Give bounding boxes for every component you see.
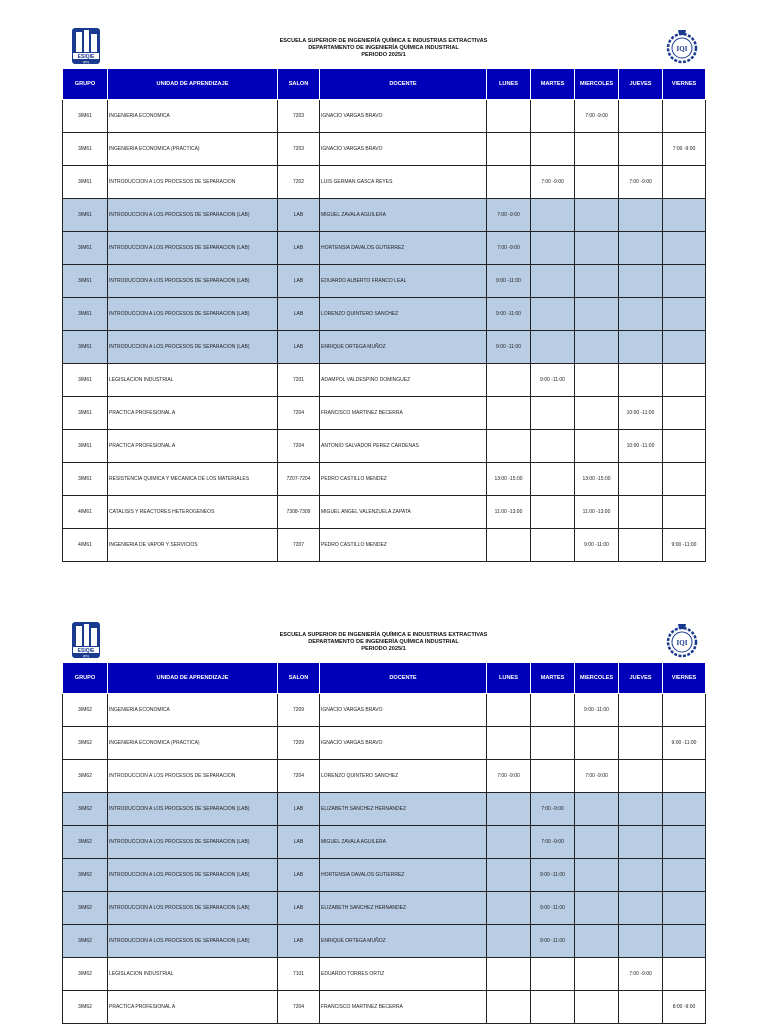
unidad-cell: RESISTENCIA QUIMICA Y MECANICA DE LOS MATERIALES	[108, 463, 278, 496]
unidad-cell: INGENIERIA ECONOMICA (PRACTICA)	[108, 727, 278, 760]
martes-cell	[531, 496, 575, 529]
salon-cell: 7209	[278, 694, 320, 727]
lunes-cell	[487, 892, 531, 925]
lunes-cell: 7:00 -9:00	[487, 199, 531, 232]
grupo-cell: 3IM62	[63, 991, 108, 1024]
miercoles-cell	[575, 133, 619, 166]
lunes-cell	[487, 133, 531, 166]
martes-cell: 9:00 -11:00	[531, 925, 575, 958]
docente-cell: MIGUEL ZAVALA AGUILERA	[320, 199, 487, 232]
salon-cell: 7204	[278, 430, 320, 463]
salon-cell: 7204	[278, 991, 320, 1024]
salon-cell: 7209	[278, 727, 320, 760]
martes-cell	[531, 463, 575, 496]
miercoles-cell	[575, 199, 619, 232]
svg-text:ESIQIE: ESIQIE	[77, 54, 95, 60]
title-line-3: PERIODO 2025/1	[361, 52, 406, 58]
svg-text:IPN: IPN	[83, 60, 89, 65]
lunes-cell	[487, 529, 531, 562]
viernes-cell	[663, 793, 706, 826]
column-header-viernes: VIERNES	[663, 69, 706, 100]
lunes-cell	[487, 958, 531, 991]
grupo-cell: 3IM61	[63, 397, 108, 430]
table-row	[63, 100, 706, 133]
martes-cell	[531, 133, 575, 166]
schedule-section-2	[62, 620, 705, 1024]
jueves-cell	[619, 199, 663, 232]
jueves-cell	[619, 925, 663, 958]
salon-cell: LAB	[278, 925, 320, 958]
docente-cell: MIGUEL ZAVALA AGUILERA	[320, 826, 487, 859]
martes-cell	[531, 232, 575, 265]
unidad-cell: INTRODUCCION A LOS PROCESOS DE SEPARACION (LAB)	[108, 892, 278, 925]
jueves-cell	[619, 364, 663, 397]
docente-cell: HORTENSIA DAVALOS GUTIERREZ	[320, 232, 487, 265]
grupo-cell: 3IM61	[63, 232, 108, 265]
salon-cell: LAB	[278, 793, 320, 826]
grupo-cell: 4IM61	[63, 529, 108, 562]
jueves-cell	[619, 859, 663, 892]
table-row	[63, 166, 706, 199]
table-row	[63, 232, 706, 265]
table-body	[63, 100, 706, 562]
jueves-cell	[619, 331, 663, 364]
grupo-cell: 3IM62	[63, 859, 108, 892]
miercoles-cell	[575, 859, 619, 892]
docente-cell: PEDRO CASTILLO MENDEZ	[320, 463, 487, 496]
viernes-cell	[663, 892, 706, 925]
martes-cell	[531, 958, 575, 991]
table-row	[63, 760, 706, 793]
lunes-cell: 9:00 -11:00	[487, 265, 531, 298]
lunes-cell	[487, 694, 531, 727]
miercoles-cell	[575, 166, 619, 199]
column-header-docente: DOCENTE	[320, 69, 487, 100]
unidad-cell: INGENIERIA ECONOMICA	[108, 100, 278, 133]
table-row	[63, 793, 706, 826]
table-header-row	[63, 69, 706, 100]
unidad-cell: INTRODUCCION A LOS PROCESOS DE SEPARACION (LAB)	[108, 826, 278, 859]
lunes-cell	[487, 826, 531, 859]
docente-cell: MIGUEL ANGEL VALENZUELA ZAPATA	[320, 496, 487, 529]
salon-cell: LAB	[278, 199, 320, 232]
table-row	[63, 331, 706, 364]
grupo-cell: 3IM61	[63, 133, 108, 166]
column-header-lunes: LUNES	[487, 663, 531, 694]
miercoles-cell	[575, 991, 619, 1024]
lunes-cell: 13:00 -15:00	[487, 463, 531, 496]
martes-cell	[531, 991, 575, 1024]
document-header	[62, 620, 705, 662]
jueves-cell: 7:00 -9:00	[619, 166, 663, 199]
martes-cell	[531, 199, 575, 232]
jueves-cell: 7:00 -9:00	[619, 958, 663, 991]
docente-cell: EDUARDO TORRES ORTIZ	[320, 958, 487, 991]
salon-cell: 7207-7204	[278, 463, 320, 496]
jueves-cell	[619, 529, 663, 562]
docente-cell: FRANCISCO MARTINEZ BECERRA	[320, 991, 487, 1024]
salon-cell: 7101	[278, 958, 320, 991]
grupo-cell: 3IM62	[63, 826, 108, 859]
unidad-cell: INGENIERIA DE VAPOR Y SERVICIOS	[108, 529, 278, 562]
viernes-cell	[663, 859, 706, 892]
column-header-lunes: LUNES	[487, 69, 531, 100]
viernes-cell	[663, 232, 706, 265]
lunes-cell: 9:00 -11:00	[487, 331, 531, 364]
grupo-cell: 3IM62	[63, 694, 108, 727]
lunes-cell	[487, 925, 531, 958]
table-row	[63, 496, 706, 529]
unidad-cell: INTRODUCCION A LOS PROCESOS DE SEPARACION (LAB)	[108, 793, 278, 826]
table-row	[63, 133, 706, 166]
docente-cell: EDUARDO ALBERTO FRANCO LEAL	[320, 265, 487, 298]
schedule-table	[62, 662, 706, 1024]
miercoles-cell	[575, 265, 619, 298]
martes-cell	[531, 331, 575, 364]
martes-cell	[531, 397, 575, 430]
viernes-cell	[663, 496, 706, 529]
miercoles-cell	[575, 958, 619, 991]
unidad-cell: INTRODUCCION A LOS PROCESOS DE SEPARACION (LAB)	[108, 232, 278, 265]
table-row	[63, 727, 706, 760]
lunes-cell: 11:00 -13:00	[487, 496, 531, 529]
esiqie-logo-icon	[70, 26, 102, 66]
column-header-grupo: GRUPO	[63, 663, 108, 694]
grupo-cell: 3IM61	[63, 463, 108, 496]
salon-cell: 7204	[278, 397, 320, 430]
lunes-cell	[487, 859, 531, 892]
column-header-miercoles: MIERCOLES	[575, 69, 619, 100]
unidad-cell: CATALISIS Y REACTORES HETEROGENEOS	[108, 496, 278, 529]
docente-cell: LORENZO QUINTERO SANCHEZ	[320, 760, 487, 793]
unidad-cell: INTRODUCCION A LOS PROCESOS DE SEPARACION (LAB)	[108, 265, 278, 298]
viernes-cell	[663, 298, 706, 331]
salon-cell: 7204	[278, 760, 320, 793]
title-line-2: DEPARTAMENTO DE INGENIERÍA QUÍMICA INDUSTRIAL	[308, 639, 459, 645]
viernes-cell	[663, 166, 706, 199]
lunes-cell	[487, 727, 531, 760]
viernes-cell	[663, 958, 706, 991]
grupo-cell: 3IM62	[63, 760, 108, 793]
jueves-cell	[619, 100, 663, 133]
grupo-cell: 3IM61	[63, 166, 108, 199]
martes-cell	[531, 727, 575, 760]
martes-cell	[531, 760, 575, 793]
table-row	[63, 298, 706, 331]
grupo-cell: 3IM62	[63, 793, 108, 826]
martes-cell: 9:00 -11:00	[531, 859, 575, 892]
jueves-cell	[619, 760, 663, 793]
grupo-cell: 3IM61	[63, 100, 108, 133]
table-body	[63, 694, 706, 1024]
title-line-1: ESCUELA SUPERIOR DE INGENIERÍA QUÍMICA E INDUSTRIAS EXTRACTIVAS	[279, 632, 488, 638]
svg-text:IQI: IQI	[676, 45, 688, 53]
unidad-cell: INTRODUCCION A LOS PROCESOS DE SEPARACION (LAB)	[108, 859, 278, 892]
column-header-unidad-de-aprendizaje: UNIDAD DE APRENDIZAJE	[108, 69, 278, 100]
jueves-cell: 10:00 -11:00	[619, 430, 663, 463]
title-line-2: DEPARTAMENTO DE INGENIERÍA QUÍMICA INDUSTRIAL	[308, 45, 459, 51]
jueves-cell	[619, 694, 663, 727]
jueves-cell: 10:00 -11:00	[619, 397, 663, 430]
document-title	[182, 632, 585, 653]
miercoles-cell	[575, 232, 619, 265]
column-header-salon: SALON	[278, 663, 320, 694]
grupo-cell: 3IM61	[63, 430, 108, 463]
docente-cell: ADAMPOL VALDESPINO DOMINGUEZ	[320, 364, 487, 397]
miercoles-cell	[575, 364, 619, 397]
viernes-cell	[663, 364, 706, 397]
column-header-viernes: VIERNES	[663, 663, 706, 694]
salon-cell: 7308-7309	[278, 496, 320, 529]
jueves-cell	[619, 793, 663, 826]
salon-cell: 7203	[278, 133, 320, 166]
docente-cell: IGNACIO VARGAS BRAVO	[320, 694, 487, 727]
column-header-martes: MARTES	[531, 69, 575, 100]
jueves-cell	[619, 727, 663, 760]
viernes-cell	[663, 100, 706, 133]
martes-cell	[531, 100, 575, 133]
salon-cell: 7203	[278, 100, 320, 133]
lunes-cell	[487, 100, 531, 133]
table-header-row	[63, 663, 706, 694]
viernes-cell	[663, 925, 706, 958]
lunes-cell	[487, 364, 531, 397]
table-row	[63, 826, 706, 859]
docente-cell: LORENZO QUINTERO SANCHEZ	[320, 298, 487, 331]
unidad-cell: PRACTICA PROFESIONAL A	[108, 397, 278, 430]
docente-cell: LUIS GERMAN GASCA REYES	[320, 166, 487, 199]
lunes-cell: 7:00 -9:00	[487, 760, 531, 793]
docente-cell: ANTONIO SALVADOR PEREZ CARDENAS	[320, 430, 487, 463]
unidad-cell: PRACTICA PROFESIONAL A	[108, 430, 278, 463]
martes-cell	[531, 529, 575, 562]
miercoles-cell	[575, 826, 619, 859]
miercoles-cell: 7:00 -9:00	[575, 760, 619, 793]
docente-cell: HORTENSIA DAVALOS GUTIERREZ	[320, 859, 487, 892]
esiqie-logo-icon	[70, 620, 102, 660]
svg-text:IPN: IPN	[83, 654, 89, 659]
miercoles-cell	[575, 793, 619, 826]
unidad-cell: LEGISLACION INDUSTRIAL	[108, 364, 278, 397]
miercoles-cell	[575, 331, 619, 364]
martes-cell: 9:00 -11:00	[531, 364, 575, 397]
docente-cell: IGNACIO VARGAS BRAVO	[320, 133, 487, 166]
docente-cell: PEDRO CASTILLO MENDEZ	[320, 529, 487, 562]
grupo-cell: 3IM62	[63, 892, 108, 925]
grupo-cell: 3IM61	[63, 298, 108, 331]
table-row	[63, 463, 706, 496]
miercoles-cell	[575, 298, 619, 331]
unidad-cell: LEGISLACION INDUSTRIAL	[108, 958, 278, 991]
viernes-cell: 8:00 -9:00	[663, 991, 706, 1024]
jueves-cell	[619, 892, 663, 925]
jueves-cell	[619, 298, 663, 331]
viernes-cell	[663, 331, 706, 364]
viernes-cell	[663, 430, 706, 463]
table-row	[63, 364, 706, 397]
salon-cell: 7202	[278, 166, 320, 199]
table-row	[63, 529, 706, 562]
miercoles-cell	[575, 430, 619, 463]
title-line-3: PERIODO 2025/1	[361, 646, 406, 652]
docente-cell: ENRIQUE ORTEGA MUÑOZ	[320, 925, 487, 958]
salon-cell: LAB	[278, 232, 320, 265]
schedule-section-1	[62, 26, 705, 562]
table-row	[63, 430, 706, 463]
miercoles-cell	[575, 397, 619, 430]
svg-text:ESIQIE: ESIQIE	[77, 648, 95, 654]
grupo-cell: 3IM62	[63, 925, 108, 958]
schedule-table	[62, 68, 706, 562]
martes-cell	[531, 298, 575, 331]
viernes-cell	[663, 265, 706, 298]
table-row	[63, 265, 706, 298]
viernes-cell	[663, 694, 706, 727]
document-title	[182, 38, 585, 59]
document-header	[62, 26, 705, 68]
unidad-cell: INTRODUCCION A LOS PROCESOS DE SEPARACION (LAB)	[108, 298, 278, 331]
miercoles-cell: 13:00 -15:00	[575, 463, 619, 496]
viernes-cell: 9:00 -11:00	[663, 727, 706, 760]
salon-cell: LAB	[278, 265, 320, 298]
jueves-cell	[619, 265, 663, 298]
salon-cell: 7207	[278, 529, 320, 562]
jueves-cell	[619, 496, 663, 529]
martes-cell	[531, 265, 575, 298]
salon-cell: LAB	[278, 298, 320, 331]
jueves-cell	[619, 991, 663, 1024]
jueves-cell	[619, 826, 663, 859]
viernes-cell: 7:00 -9:00	[663, 133, 706, 166]
unidad-cell: INTRODUCCION A LOS PROCESOS DE SEPARACION (LAB)	[108, 331, 278, 364]
grupo-cell: 3IM61	[63, 331, 108, 364]
iqi-seal-icon	[665, 26, 699, 66]
lunes-cell: 9:00 -11:00	[487, 298, 531, 331]
table-row	[63, 892, 706, 925]
jueves-cell	[619, 463, 663, 496]
salon-cell: LAB	[278, 826, 320, 859]
title-line-1: ESCUELA SUPERIOR DE INGENIERÍA QUÍMICA E INDUSTRIAS EXTRACTIVAS	[279, 38, 488, 44]
table-row	[63, 859, 706, 892]
miercoles-cell	[575, 727, 619, 760]
column-header-jueves: JUEVES	[619, 663, 663, 694]
viernes-cell	[663, 760, 706, 793]
column-header-martes: MARTES	[531, 663, 575, 694]
miercoles-cell: 9:00 -11:00	[575, 529, 619, 562]
table-row	[63, 199, 706, 232]
docente-cell: FRANCISCO MARTINEZ BECERRA	[320, 397, 487, 430]
unidad-cell: INTRODUCCION A LOS PROCESOS DE SEPARACION (LAB)	[108, 199, 278, 232]
salon-cell: LAB	[278, 331, 320, 364]
table-row	[63, 925, 706, 958]
column-header-salon: SALON	[278, 69, 320, 100]
lunes-cell	[487, 430, 531, 463]
table-row	[63, 958, 706, 991]
grupo-cell: 3IM61	[63, 199, 108, 232]
martes-cell: 7:00 -9:00	[531, 166, 575, 199]
jueves-cell	[619, 232, 663, 265]
grupo-cell: 3IM61	[63, 364, 108, 397]
table-row	[63, 397, 706, 430]
grupo-cell: 3IM61	[63, 265, 108, 298]
miercoles-cell: 9:00 -11:00	[575, 694, 619, 727]
lunes-cell	[487, 793, 531, 826]
martes-cell	[531, 694, 575, 727]
viernes-cell	[663, 397, 706, 430]
martes-cell	[531, 430, 575, 463]
unidad-cell: INGENIERIA ECONOMICA	[108, 694, 278, 727]
docente-cell: IGNACIO VARGAS BRAVO	[320, 727, 487, 760]
viernes-cell	[663, 826, 706, 859]
unidad-cell: INTRODUCCION A LOS PROCESOS DE SEPARACION (LAB)	[108, 925, 278, 958]
miercoles-cell	[575, 925, 619, 958]
unidad-cell: INTRODUCCION A LOS PROCESOS DE SEPARACION	[108, 760, 278, 793]
salon-cell: LAB	[278, 892, 320, 925]
unidad-cell: INTRODUCCION A LOS PROCESOS DE SEPARACION	[108, 166, 278, 199]
miercoles-cell	[575, 892, 619, 925]
docente-cell: ENRIQUE ORTEGA MUÑOZ	[320, 331, 487, 364]
unidad-cell: PRACTICA PROFESIONAL A	[108, 991, 278, 1024]
column-header-unidad-de-aprendizaje: UNIDAD DE APRENDIZAJE	[108, 663, 278, 694]
unidad-cell: INGENIERIA ECONOMICA (PRACTICA)	[108, 133, 278, 166]
column-header-miercoles: MIERCOLES	[575, 663, 619, 694]
salon-cell: 7201	[278, 364, 320, 397]
viernes-cell	[663, 199, 706, 232]
column-header-jueves: JUEVES	[619, 69, 663, 100]
docente-cell: IGNACIO VARGAS BRAVO	[320, 100, 487, 133]
miercoles-cell: 7:00 -9:00	[575, 100, 619, 133]
viernes-cell: 9:00 -11:00	[663, 529, 706, 562]
column-header-grupo: GRUPO	[63, 69, 108, 100]
lunes-cell	[487, 166, 531, 199]
iqi-seal-icon	[665, 620, 699, 660]
viernes-cell	[663, 463, 706, 496]
grupo-cell: 4IM61	[63, 496, 108, 529]
lunes-cell: 7:00 -9:00	[487, 232, 531, 265]
table-row	[63, 991, 706, 1024]
jueves-cell	[619, 133, 663, 166]
table-row	[63, 694, 706, 727]
martes-cell: 7:00 -9:00	[531, 793, 575, 826]
miercoles-cell: 11:00 -13:00	[575, 496, 619, 529]
docente-cell: ELIZABETH SANCHEZ HERNANDEZ	[320, 793, 487, 826]
grupo-cell: 3IM62	[63, 727, 108, 760]
salon-cell: LAB	[278, 859, 320, 892]
docente-cell: ELIZABETH SANCHEZ HERNANDEZ	[320, 892, 487, 925]
martes-cell: 7:00 -9:00	[531, 826, 575, 859]
martes-cell: 9:00 -11:00	[531, 892, 575, 925]
lunes-cell	[487, 397, 531, 430]
lunes-cell	[487, 991, 531, 1024]
grupo-cell: 3IM62	[63, 958, 108, 991]
svg-text:IQI: IQI	[676, 639, 688, 647]
column-header-docente: DOCENTE	[320, 663, 487, 694]
